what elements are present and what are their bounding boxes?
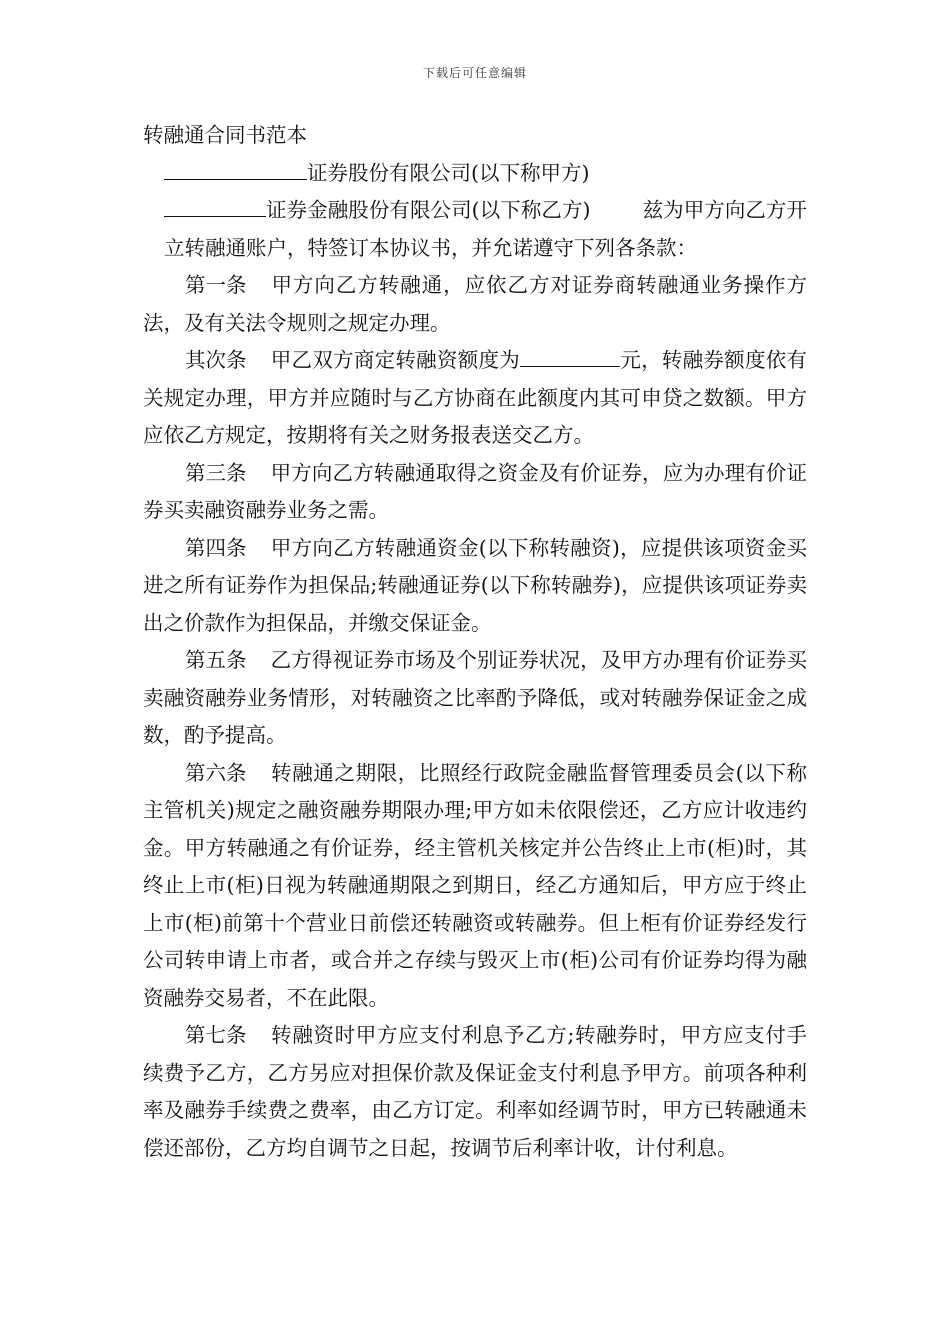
preamble-text: 兹为甲方向乙方开立转融通账户，特签订本协议书，并允诺遵守下列各条款： — [164, 198, 807, 260]
article-text: 元，转融券额度依有关规定办理，甲方并应随时与乙方协商在此额度内其可申贷之数额。甲方应依乙方规定，按期将有关之财务报表送交乙方。 — [143, 348, 808, 447]
document-title: 转融通合同书范本 — [143, 123, 307, 147]
party-b-line — [143, 192, 807, 267]
article-text: 乙方得视证券市场及个别证券状况，及甲方办理有价证券买卖融资融券业务情形，对转融资之比率酌予降低，或对转融券保证金之成数，酌予提高。 — [143, 648, 807, 747]
article-text: 甲方向乙方转融通，应依乙方对证券商转融通业务操作方法，及有关法令规则之规定办理。 — [143, 273, 807, 335]
article-heading: 第七条 — [185, 1023, 247, 1047]
article-text: 甲方向乙方转融通资金(以下称转融资)，应提供该项资金买进之所有证券作为担保品;转融通证券(以下称转融券)，应提供该项证券卖出之价款作为担保品，并缴交保证金。 — [143, 535, 807, 635]
article-heading: 其次条 — [185, 348, 247, 372]
article-heading: 第三条 — [185, 460, 247, 485]
party-a-text: 证券股份有限公司(以下称甲方) — [307, 160, 590, 185]
article-heading: 第一条 — [185, 273, 247, 297]
article-heading: 第六条 — [185, 760, 247, 785]
page-header-note: 下载后可任意编辑 — [422, 66, 527, 80]
article-2 — [143, 342, 807, 455]
party-b-blank — [164, 192, 266, 217]
article-4 — [143, 530, 807, 643]
article-text: 甲乙双方商定转融资额度为 — [270, 348, 521, 372]
contract-document — [143, 117, 807, 1167]
article-heading: 第四条 — [185, 535, 247, 560]
article-3 — [143, 455, 807, 530]
article-text: 转融通之期限，比照经行政院金融监督管理委员会(以下称主管机关)规定之融资融券期限办理;甲方如未依限偿还，乙方应计收违约金。甲方转融通之有价证券，经主管机关核定并公告终止上市(柜)时，其终止上市(柜)日视为转融通期限之到期日，经乙方通知后，甲方应于终止上市(柜)前第十个营业日前偿还转融资或转融券。但上柜有价证券经发行公司转申请上市者，或合并之存续与毁灭上市(柜)公司有价证券均得为融资融券交易者，不在此限。 — [143, 760, 807, 1010]
party-b-text: 证券金融股份有限公司(以下称乙方) — [266, 198, 591, 222]
party-a-line — [143, 155, 807, 193]
credit-amount-blank — [520, 342, 620, 367]
article-5 — [143, 642, 807, 755]
article-6 — [143, 755, 807, 1018]
article-heading: 第五条 — [185, 648, 247, 672]
article-7 — [143, 1017, 807, 1167]
article-1 — [143, 267, 807, 342]
party-a-blank — [164, 155, 307, 180]
article-text: 甲方向乙方转融通取得之资金及有价证券，应为办理有价证券买卖融资融券业务之需。 — [143, 460, 807, 522]
article-text: 转融资时甲方应支付利息予乙方;转融券时，甲方应支付手续费予乙方，乙方另应对担保价款及保证金支付利息予甲方。前项各种利率及融券手续费之费率，由乙方订定。利率如经调节时，甲方已转融通未偿还部份，乙方均自调节之日起，按调节后利率计收，计付利息。 — [143, 1023, 807, 1160]
